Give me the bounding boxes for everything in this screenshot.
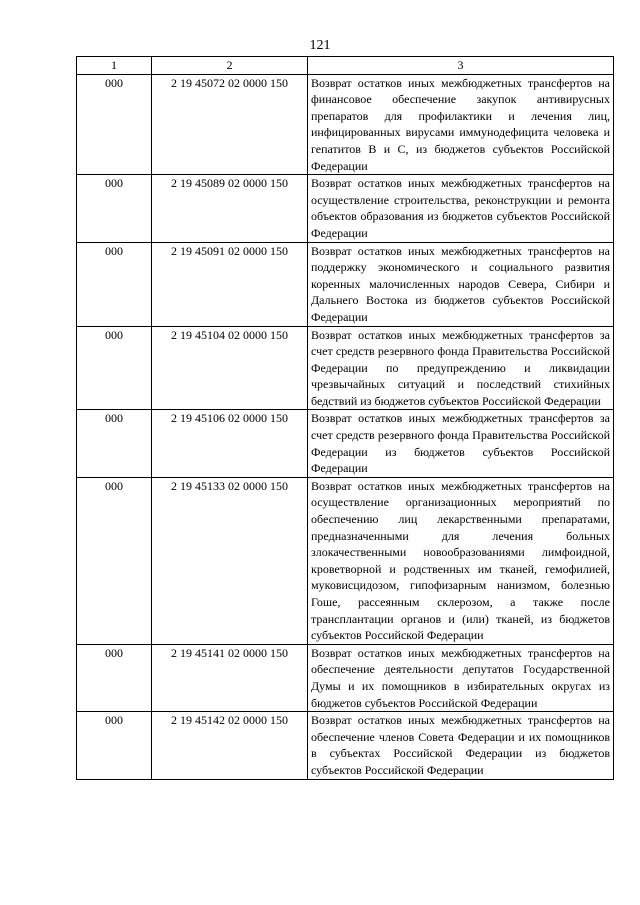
page-number: 121 bbox=[309, 38, 331, 53]
description-cell: Возврат остатков иных межбюджетных трансфертов на осуществление строительства, реконструкции и ремонта объектов образования из бюджетов субъектов Российской Федерации bbox=[308, 175, 614, 242]
table-row bbox=[77, 242, 614, 326]
admin-code-cell: 000 bbox=[77, 175, 152, 242]
header-col-1: 1 bbox=[77, 57, 152, 75]
budget-code-cell: 2 19 45106 02 0000 150 bbox=[152, 410, 308, 477]
table-row bbox=[77, 712, 614, 779]
description-cell: Возврат остатков иных межбюджетных трансфертов на обеспечение членов Совета Федерации и их помощников в субъектах Российской Федерации из бюджетов субъектов Российской Федерации bbox=[308, 712, 614, 779]
description-cell: Возврат остатков иных межбюджетных трансфертов на обеспечение деятельности депутатов Государственной Думы и их помощников в избирательных округах из бюджетов субъектов Российской Федерации bbox=[308, 644, 614, 711]
table-row bbox=[77, 74, 614, 175]
budget-code-cell: 2 19 45072 02 0000 150 bbox=[152, 74, 308, 175]
admin-code-cell: 000 bbox=[77, 712, 152, 779]
header-col-2: 2 bbox=[152, 57, 308, 75]
admin-code-cell: 000 bbox=[77, 644, 152, 711]
budget-code-cell: 2 19 45089 02 0000 150 bbox=[152, 175, 308, 242]
budget-code-cell: 2 19 45141 02 0000 150 bbox=[152, 644, 308, 711]
budget-code-cell: 2 19 45104 02 0000 150 bbox=[152, 326, 308, 410]
table-header-row bbox=[77, 57, 614, 75]
table-row bbox=[77, 410, 614, 477]
description-cell: Возврат остатков иных межбюджетных трансфертов на поддержку экономического и социального развития коренных малочисленных народов Севера, Сибири и Дальнего Востока из бюджетов субъектов Российской Федерации bbox=[308, 242, 614, 326]
admin-code-cell: 000 bbox=[77, 74, 152, 175]
budget-code-cell: 2 19 45133 02 0000 150 bbox=[152, 477, 308, 644]
admin-code-cell: 000 bbox=[77, 326, 152, 410]
description-cell: Возврат остатков иных межбюджетных трансфертов на осуществление организационных мероприятий по обеспечению лиц лекарственными препаратами, предназначенными для лечения больных злокачественными новообразованиями лимфоидной, кроветворной и родственных им тканей, гемофилией, муковисцидозом, гипофизарным нанизмом, болезнью Гоше, рассеянным склерозом, а также после трансплантации органов и (или) тканей, из бюджетов субъектов Российской Федерации bbox=[308, 477, 614, 644]
admin-code-cell: 000 bbox=[77, 477, 152, 644]
budget-classification-table bbox=[76, 56, 614, 780]
budget-code-cell: 2 19 45142 02 0000 150 bbox=[152, 712, 308, 779]
table-row bbox=[77, 326, 614, 410]
table-row bbox=[77, 175, 614, 242]
description-cell: Возврат остатков иных межбюджетных трансфертов за счет средств резервного фонда Правительства Российской Федерации из бюджетов субъектов Российской Федерации bbox=[308, 410, 614, 477]
table-row bbox=[77, 644, 614, 711]
description-cell: Возврат остатков иных межбюджетных трансфертов за счет средств резервного фонда Правительства Российской Федерации по предупреждению и ликвидации чрезвычайных ситуаций и последствий стихийных бедствий из бюджетов субъектов Российской Федерации bbox=[308, 326, 614, 410]
budget-code-cell: 2 19 45091 02 0000 150 bbox=[152, 242, 308, 326]
admin-code-cell: 000 bbox=[77, 410, 152, 477]
table-row bbox=[77, 477, 614, 644]
admin-code-cell: 000 bbox=[77, 242, 152, 326]
header-col-3: 3 bbox=[308, 57, 614, 75]
description-cell: Возврат остатков иных межбюджетных трансфертов на финансовое обеспечение закупок антивирусных препаратов для профилактики и лечения лиц, инфицированных вирусами иммунодефицита человека и гепатитов В и С, из бюджетов субъектов Российской Федерации bbox=[308, 74, 614, 175]
